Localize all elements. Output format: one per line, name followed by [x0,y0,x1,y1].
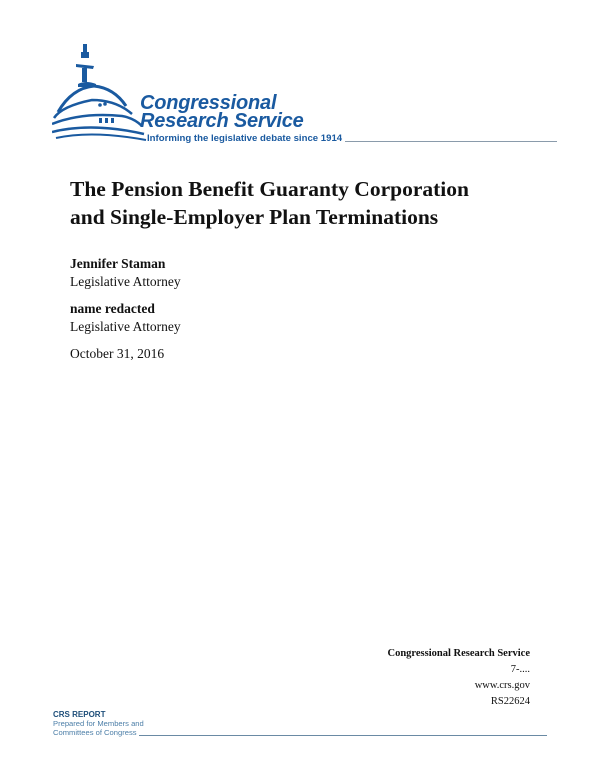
author-name: Jennifer Staman [70,256,166,271]
footer-phone: 7-.... [510,664,530,675]
report-date: October 31, 2016 [70,346,165,361]
crs-report-line-2: Committees of Congress [53,728,137,737]
crs-report-line-1: Prepared for Members and [53,719,144,728]
brand-line-2: Research Service [140,110,304,132]
crs-report-heading: CRS REPORT [53,710,106,719]
capitol-dome-icon [52,42,147,142]
brand-line-1: Congressional [140,92,277,114]
footer-org: Congressional Research Service [387,648,530,659]
author-1 [70,255,181,291]
title-line-2: and Single-Employer Plan Terminations [70,205,439,229]
report-title [70,175,469,231]
tagline-row [147,130,557,144]
author-2 [70,300,181,336]
footer-contact [387,646,530,710]
author-role: Legislative Attorney [70,319,181,334]
crs-report-last-row [53,728,547,737]
authors-block [70,255,181,363]
author-role: Legislative Attorney [70,274,181,289]
footer-website[interactable]: www.crs.gov [474,680,530,691]
crs-logo [52,42,552,152]
tagline: Informing the legislative debate since 1914 [147,133,343,144]
tagline-divider [345,141,557,142]
title-line-1: The Pension Benefit Guaranty Corporation [70,177,469,201]
footer-divider [139,735,547,736]
brand-name [140,94,304,130]
report-number: RS22624 [490,696,530,707]
author-name: name redacted [70,301,155,316]
crs-report-label [53,710,547,737]
